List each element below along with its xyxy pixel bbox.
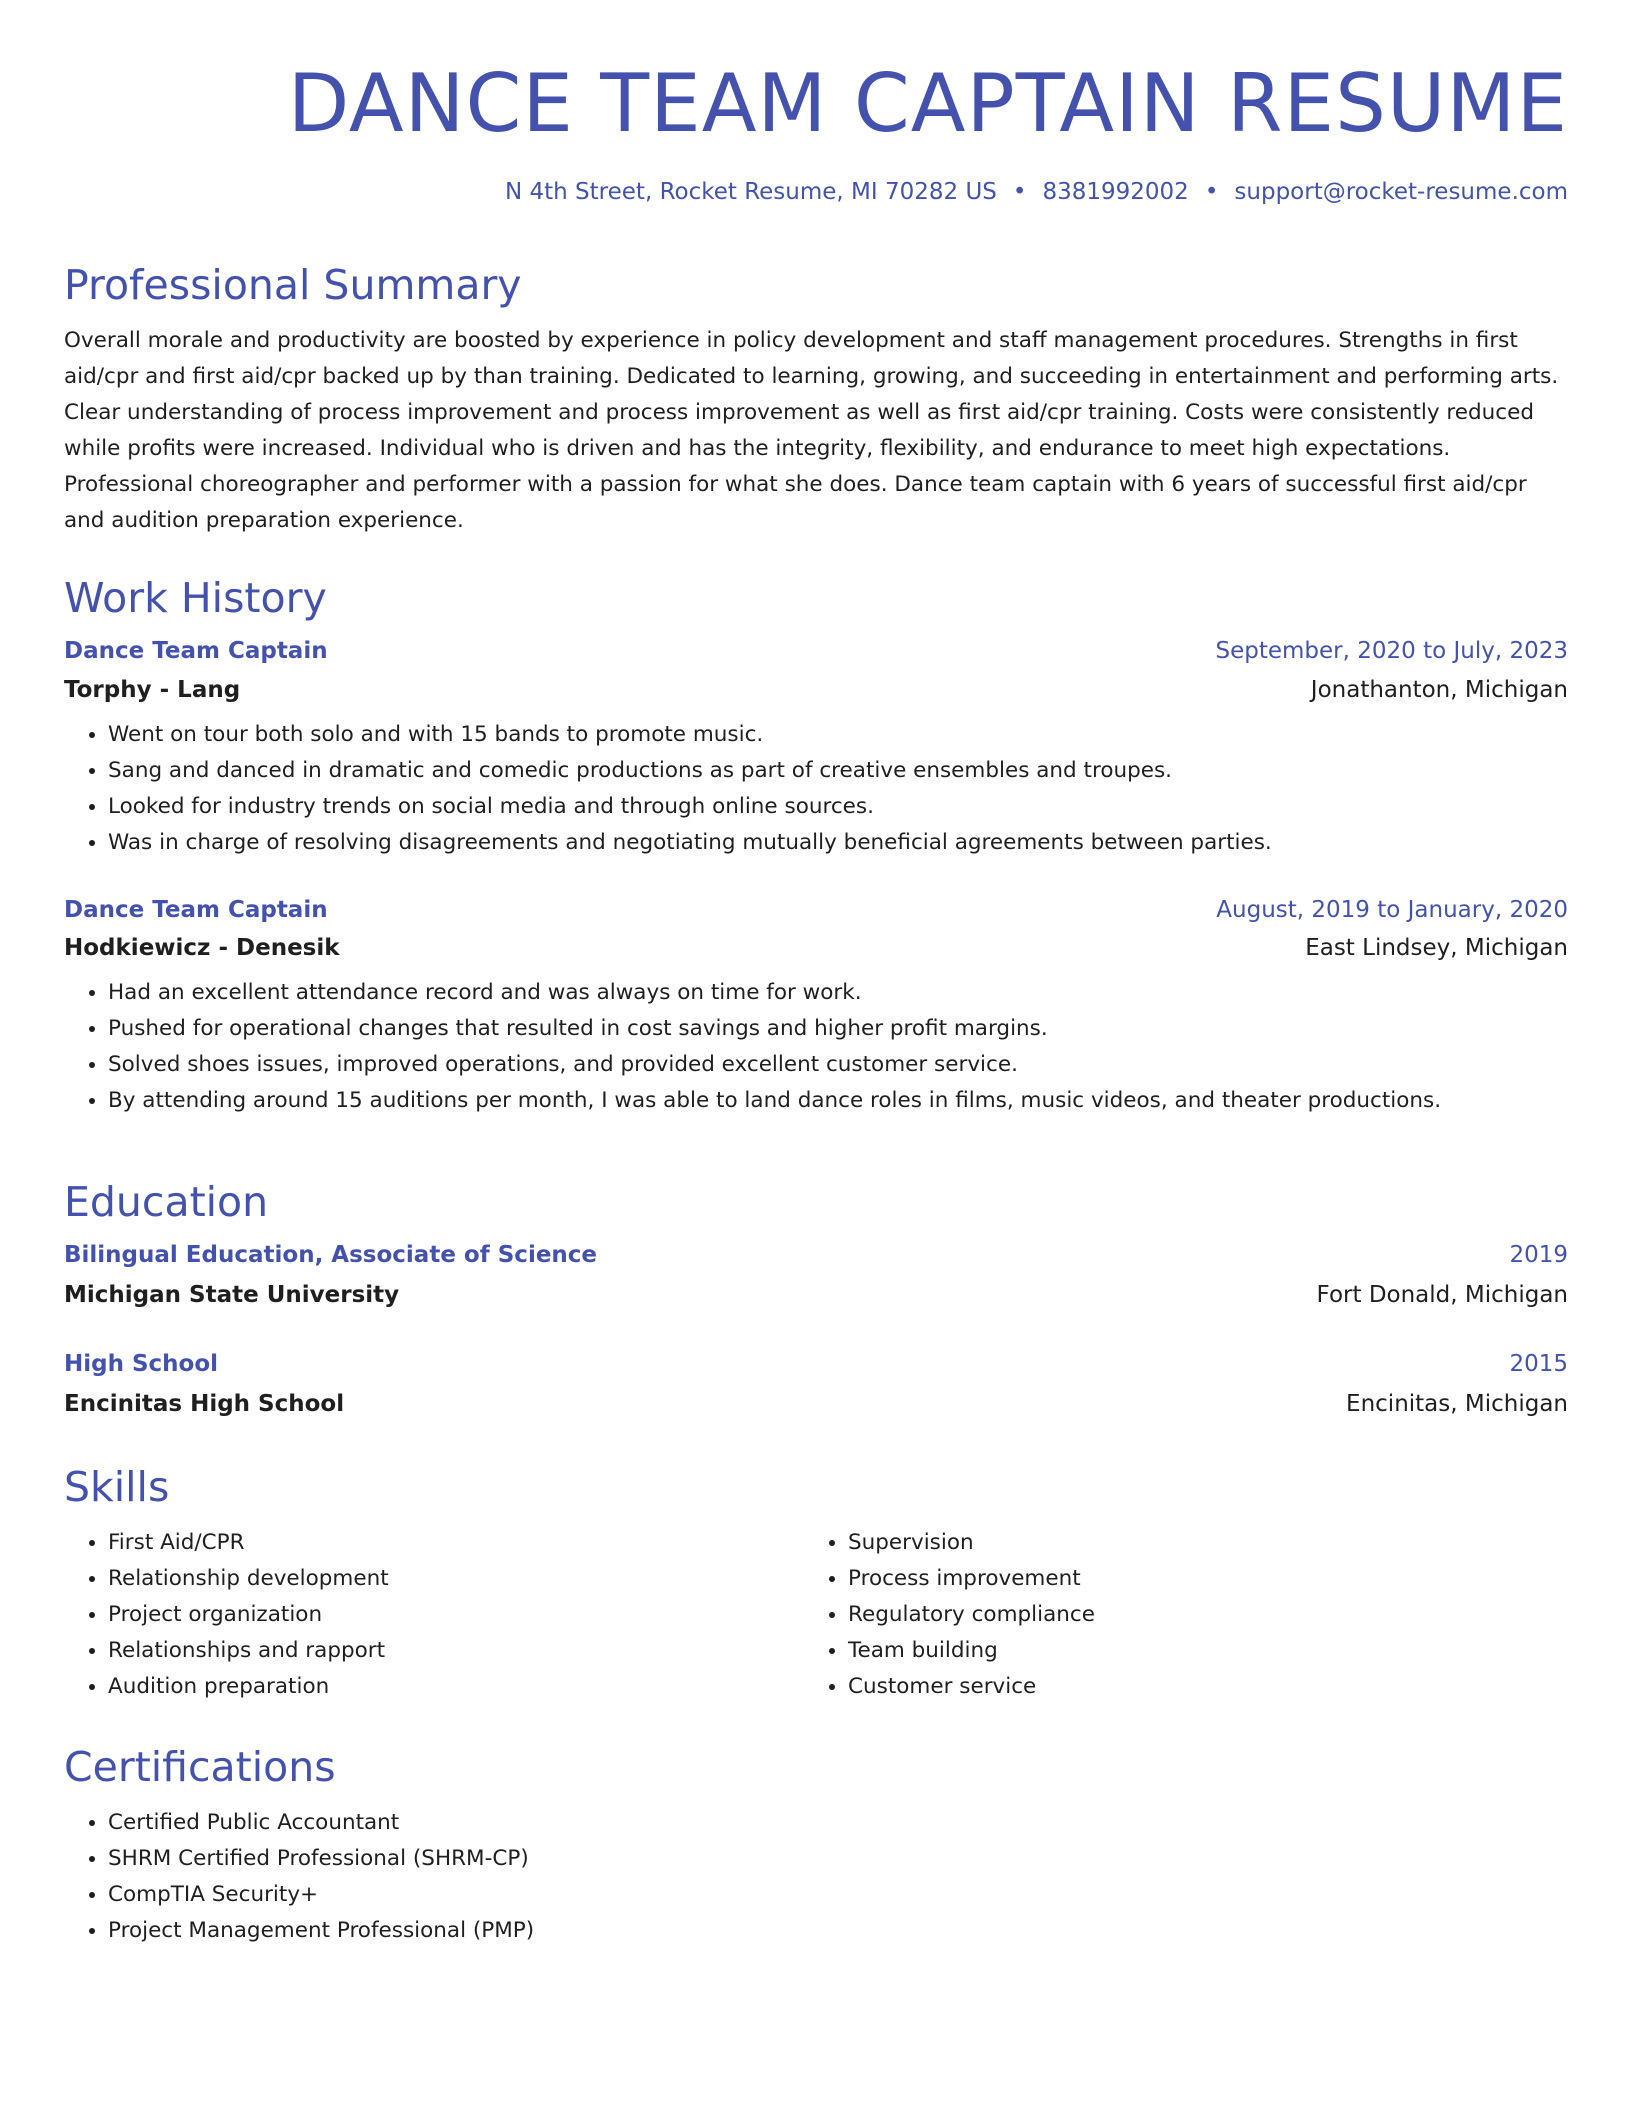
job-company: Torphy - Lang bbox=[64, 677, 241, 703]
certification-item: • Project Management Professional (PMP) bbox=[108, 1913, 1568, 1949]
education-degree-row bbox=[64, 1349, 1568, 1379]
education-section bbox=[64, 1176, 1568, 1419]
job-bullet: • Was in charge of resolving disagreements and negotiating mutually beneficial agreements between parties. bbox=[108, 825, 1568, 861]
contact-email[interactable]: support@rocket-resume.com bbox=[1234, 179, 1568, 205]
job-title: Dance Team Captain bbox=[64, 897, 328, 923]
job-entry bbox=[64, 636, 1568, 861]
education-school-row bbox=[64, 1280, 1568, 1310]
resume-title: DANCE TEAM CAPTAIN RESUME bbox=[287, 57, 1568, 150]
certifications-section bbox=[64, 1741, 1568, 1949]
contact-separator: • bbox=[1204, 179, 1219, 205]
skill-item: • Audition preparation bbox=[108, 1669, 804, 1705]
job-bullet: • Pushed for operational changes that resulted in cost savings and higher profit margins. bbox=[108, 1011, 1568, 1047]
summary-text: Overall morale and productivity are boosted by experience in policy development and staff management procedures. Strengths in first aid/cpr and first aid/cpr backed up by than training. Dedicated to learning, growing, and succeeding in entertainment and performing arts. Clear understanding of process improvement and process improvement as well as first aid/cpr training. Costs were consistently reduced while profits were increased. Individual who is driven and has the integrity, flexibility, and endurance to meet high expectations. Professional choreographer and performer with a passion for what she does. Dance team captain with 6 years of successful first aid/cpr and audition preparation experience. bbox=[64, 328, 1559, 533]
job-title-row bbox=[64, 895, 1568, 925]
skill-item: • Customer service bbox=[848, 1669, 1544, 1705]
job-bullet: • Sang and danced in dramatic and comedic productions as part of creative ensembles and troupes. bbox=[108, 753, 1568, 789]
job-bullets bbox=[64, 717, 1568, 861]
job-location: Jonathanton, Michigan bbox=[1310, 677, 1568, 703]
job-location: East Lindsey, Michigan bbox=[1305, 935, 1568, 961]
skill-item: • First Aid/CPR bbox=[108, 1525, 804, 1561]
job-bullets bbox=[64, 975, 1568, 1119]
job-company-row bbox=[64, 933, 1568, 963]
skills-list bbox=[64, 1525, 804, 1705]
job-bullet: • Went on tour both solo and with 15 bands to promote music. bbox=[108, 717, 1568, 753]
education-school-row bbox=[64, 1389, 1568, 1419]
contact-line bbox=[505, 177, 1568, 207]
summary-section bbox=[64, 259, 1568, 539]
certifications-list bbox=[64, 1805, 1568, 1949]
skill-item: • Team building bbox=[848, 1633, 1544, 1669]
education-degree: High School bbox=[64, 1351, 219, 1377]
job-bullet: • Solved shoes issues, improved operations, and provided excellent customer service. bbox=[108, 1047, 1568, 1083]
job-entry bbox=[64, 895, 1568, 1119]
education-degree: Bilingual Education, Associate of Science bbox=[64, 1242, 598, 1268]
education-entry bbox=[64, 1240, 1568, 1310]
education-year: 2015 bbox=[1509, 1351, 1568, 1377]
job-dates: August, 2019 to January, 2020 bbox=[1216, 897, 1568, 923]
job-bullet: • Looked for industry trends on social media and through online sources. bbox=[108, 789, 1568, 825]
job-bullet: • Had an excellent attendance record and was always on time for work. bbox=[108, 975, 1568, 1011]
summary-heading: Professional Summary bbox=[64, 261, 522, 309]
skills-heading: Skills bbox=[64, 1463, 170, 1511]
job-title-row bbox=[64, 636, 1568, 666]
skill-item: • Relationships and rapport bbox=[108, 1633, 804, 1669]
education-school: Encinitas High School bbox=[64, 1391, 345, 1417]
contact-separator: • bbox=[1012, 179, 1027, 205]
certifications-heading: Certifications bbox=[64, 1743, 336, 1791]
skills-columns bbox=[64, 1525, 1568, 1705]
work-history-heading: Work History bbox=[64, 574, 327, 622]
certification-item: • SHRM Certified Professional (SHRM-CP) bbox=[108, 1841, 1568, 1877]
skill-item: • Relationship development bbox=[108, 1561, 804, 1597]
certification-item: • Certified Public Accountant bbox=[108, 1805, 1568, 1841]
job-company: Hodkiewicz - Denesik bbox=[64, 935, 340, 961]
skills-list bbox=[804, 1525, 1544, 1705]
contact-address: N 4th Street, Rocket Resume, MI 70282 US bbox=[505, 179, 997, 205]
certification-item: • CompTIA Security+ bbox=[108, 1877, 1568, 1913]
education-entry bbox=[64, 1349, 1568, 1419]
skills-section bbox=[64, 1461, 1568, 1705]
education-location: Encinitas, Michigan bbox=[1346, 1391, 1568, 1417]
contact-phone[interactable]: 8381992002 bbox=[1042, 179, 1189, 205]
job-dates: September, 2020 to July, 2023 bbox=[1215, 638, 1568, 664]
skill-item: • Regulatory compliance bbox=[848, 1597, 1544, 1633]
job-company-row bbox=[64, 675, 1568, 705]
skill-item: • Supervision bbox=[848, 1525, 1544, 1561]
job-title: Dance Team Captain bbox=[64, 638, 328, 664]
skills-column-left bbox=[64, 1525, 804, 1705]
skills-column-right bbox=[804, 1525, 1544, 1705]
work-history-section bbox=[64, 572, 1568, 1119]
education-school: Michigan State University bbox=[64, 1282, 400, 1308]
education-location: Fort Donald, Michigan bbox=[1316, 1282, 1568, 1308]
education-degree-row bbox=[64, 1240, 1568, 1270]
skill-item: • Process improvement bbox=[848, 1561, 1544, 1597]
job-bullet: • By attending around 15 auditions per month, I was able to land dance roles in films, music videos, and theater productions. bbox=[108, 1083, 1568, 1119]
skill-item: • Project organization bbox=[108, 1597, 804, 1633]
education-year: 2019 bbox=[1509, 1242, 1568, 1268]
education-heading: Education bbox=[64, 1178, 269, 1226]
